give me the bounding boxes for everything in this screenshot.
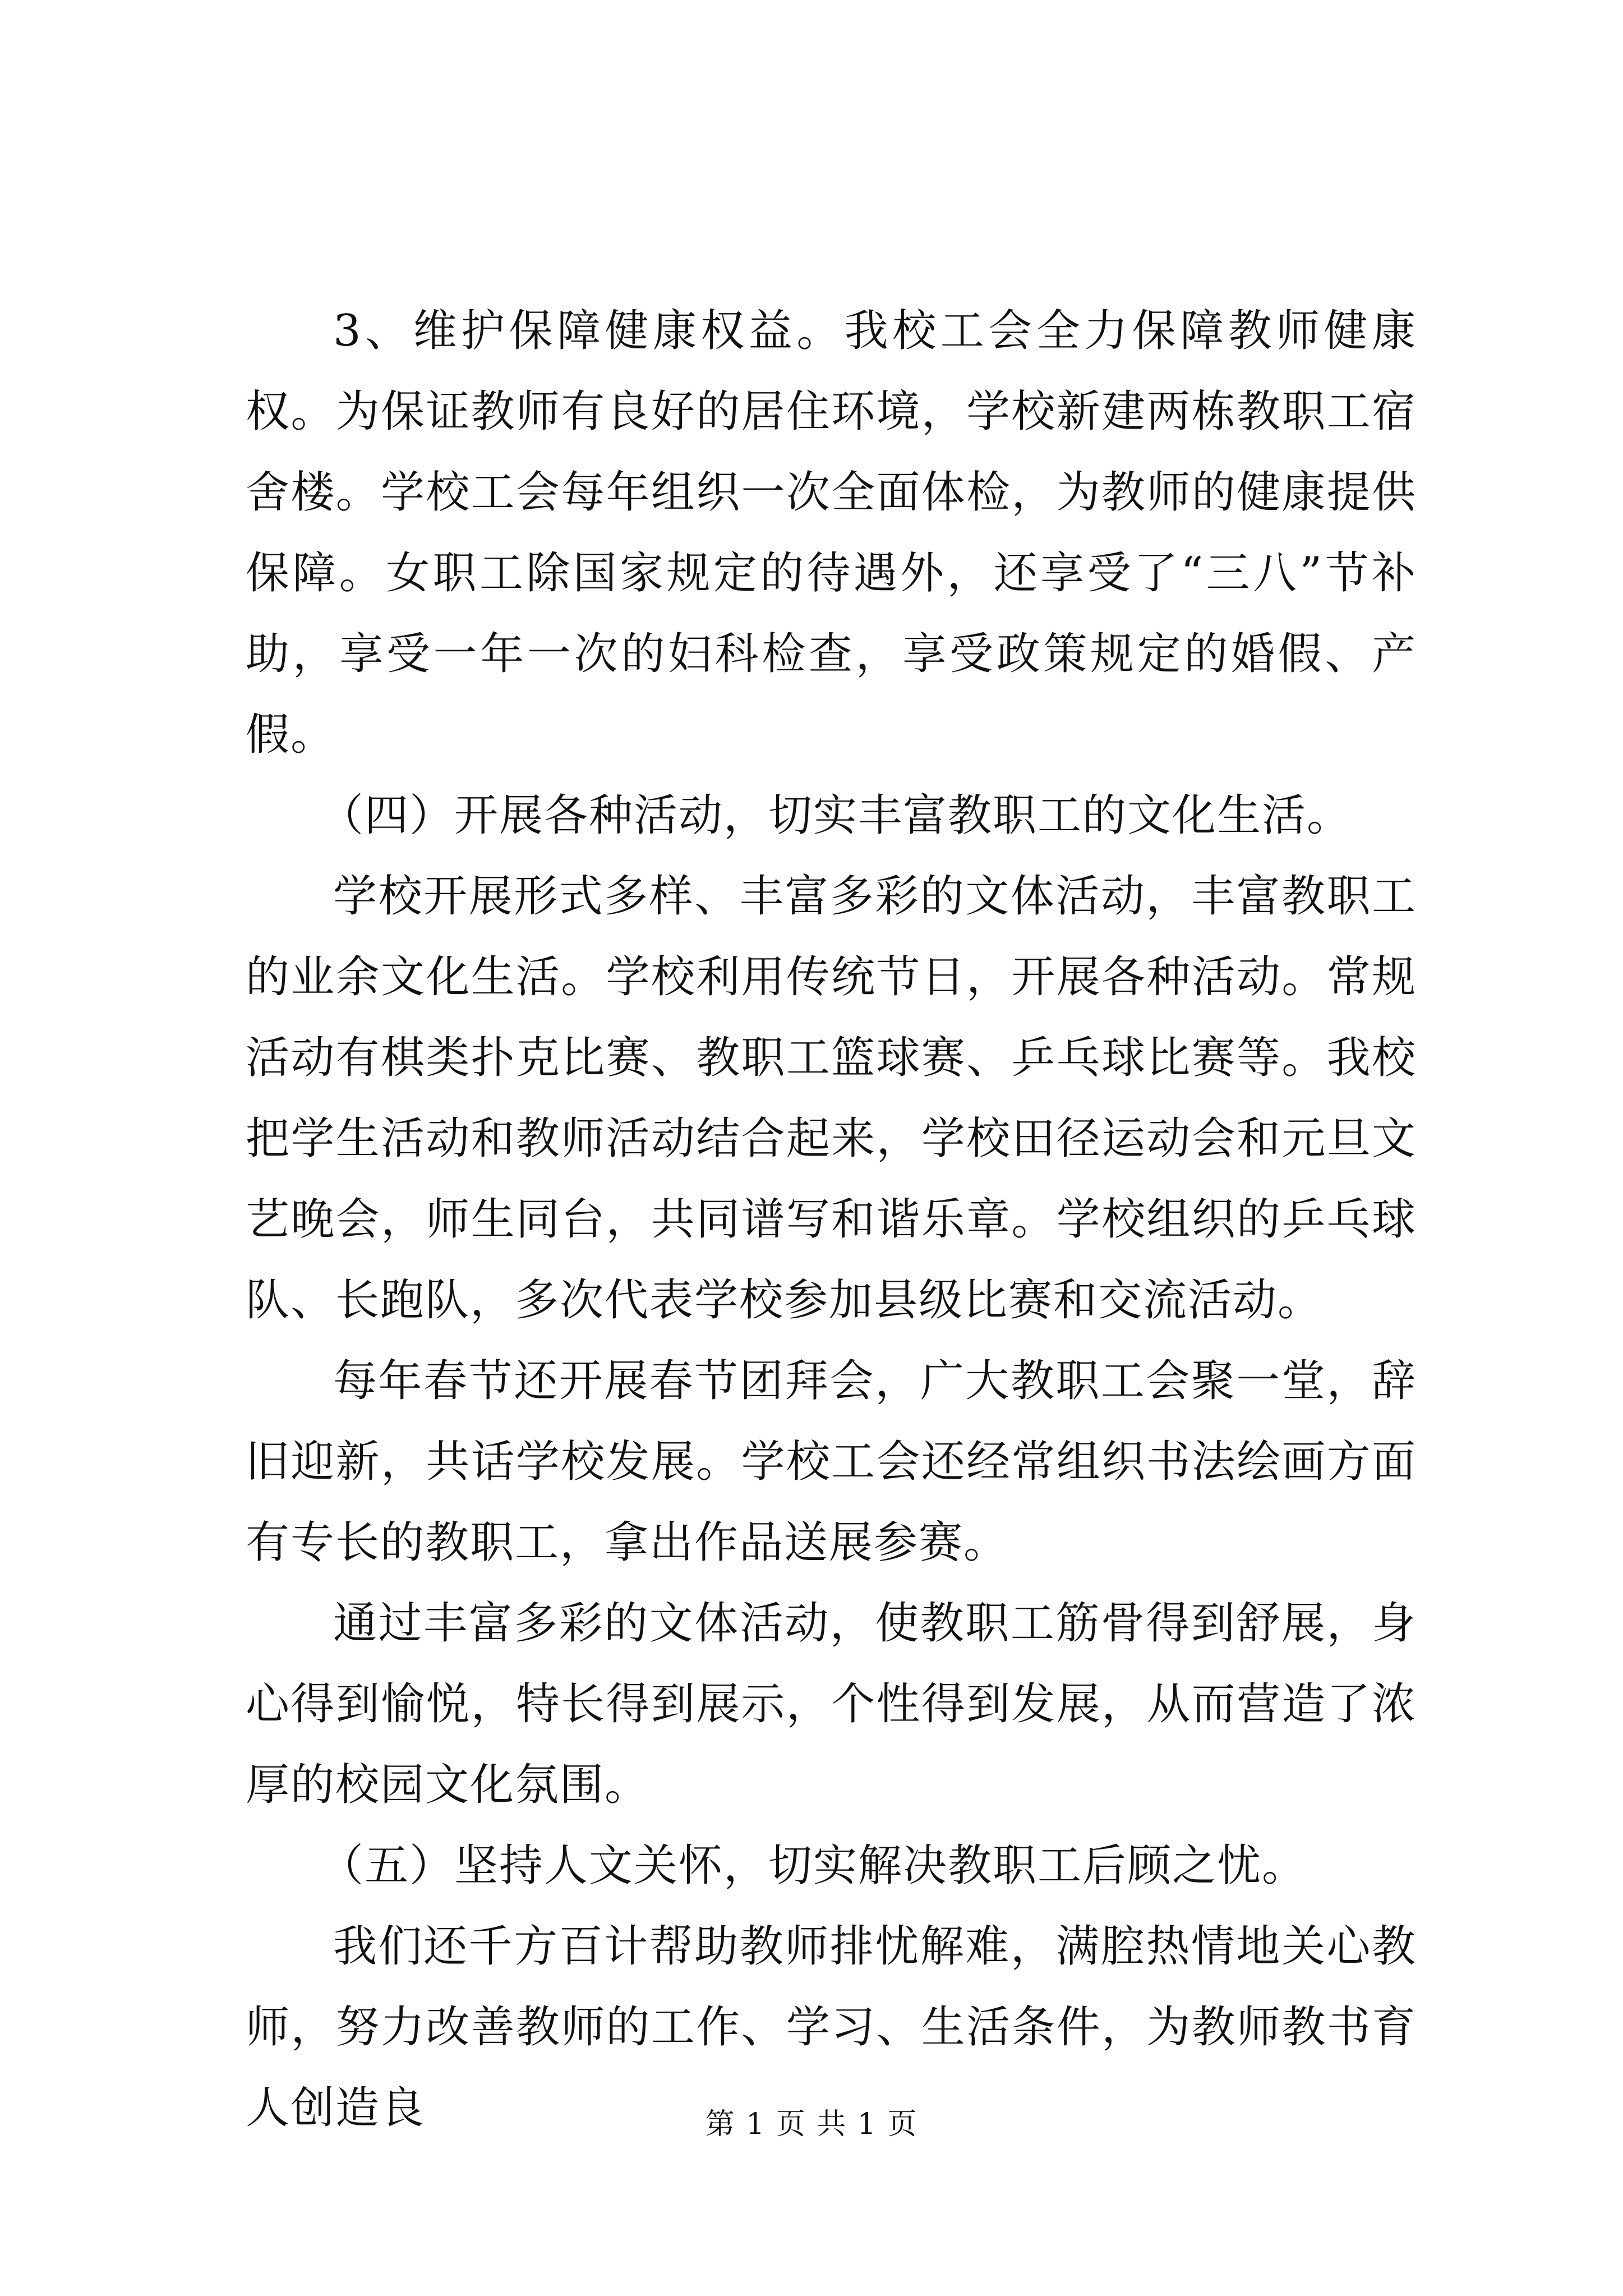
section-heading-activities: （四）开展各种活动，切实丰富教职工的文化生活。 (320, 790, 1352, 841)
paragraph-teacher-support: 我们还千方百计帮助教师排忧解难，满腔热情地关心教师，努力改善教师的工作、学习、生活条件，为教师教书育人创造良 (246, 1921, 1417, 2133)
section-heading-humanistic-care: （五）坚持人文关怀，切实解决教职工后顾之忧。 (320, 1841, 1307, 1891)
document-body (246, 291, 1417, 2148)
paragraph-spring-festival: 每年春节还开展春节团拜会，广大教职工会聚一堂，辞旧迎新，共话学校发展。学校工会还经常组织书法绘画方面有专长的教职工，拿出作品送展参赛。 (246, 1356, 1417, 1568)
paragraph-health-rights: 3、维护保障健康权益。我校工会全力保障教师健康权。为保证教师有良好的居住环境，学校新建两栋教职工宿舍楼。学校工会每年组织一次全面体检，为教师的健康提供保障。女职工除国家规定的待遇外，还享受了“三八”节补助，享受一年一次的妇科检查，享受政策规定的婚假、产假。 (246, 306, 1417, 760)
paragraph-activity-results: 通过丰富多彩的文体活动，使教职工筋骨得到舒展，身心得到愉悦，特长得到展示，个性得到发展，从而营造了浓厚的校园文化氛围。 (246, 1598, 1417, 1810)
page-number-footer: 第 1 页 共 1 页 (705, 2108, 918, 2141)
paragraph-cultural-activities: 学校开展形式多样、丰富多彩的文体活动，丰富教职工的业余文化生活。学校利用传统节日，开展各种活动。常规活动有棋类扑克比赛、教职工篮球赛、乒乓球比赛等。我校把学生活动和教师活动结合起来，学校田径运动会和元旦文艺晚会，师生同台，共同谱写和谐乐章。学校组织的乒乓球队、长跑队，多次代表学校参加县级比赛和交流活动。 (246, 871, 1417, 1326)
